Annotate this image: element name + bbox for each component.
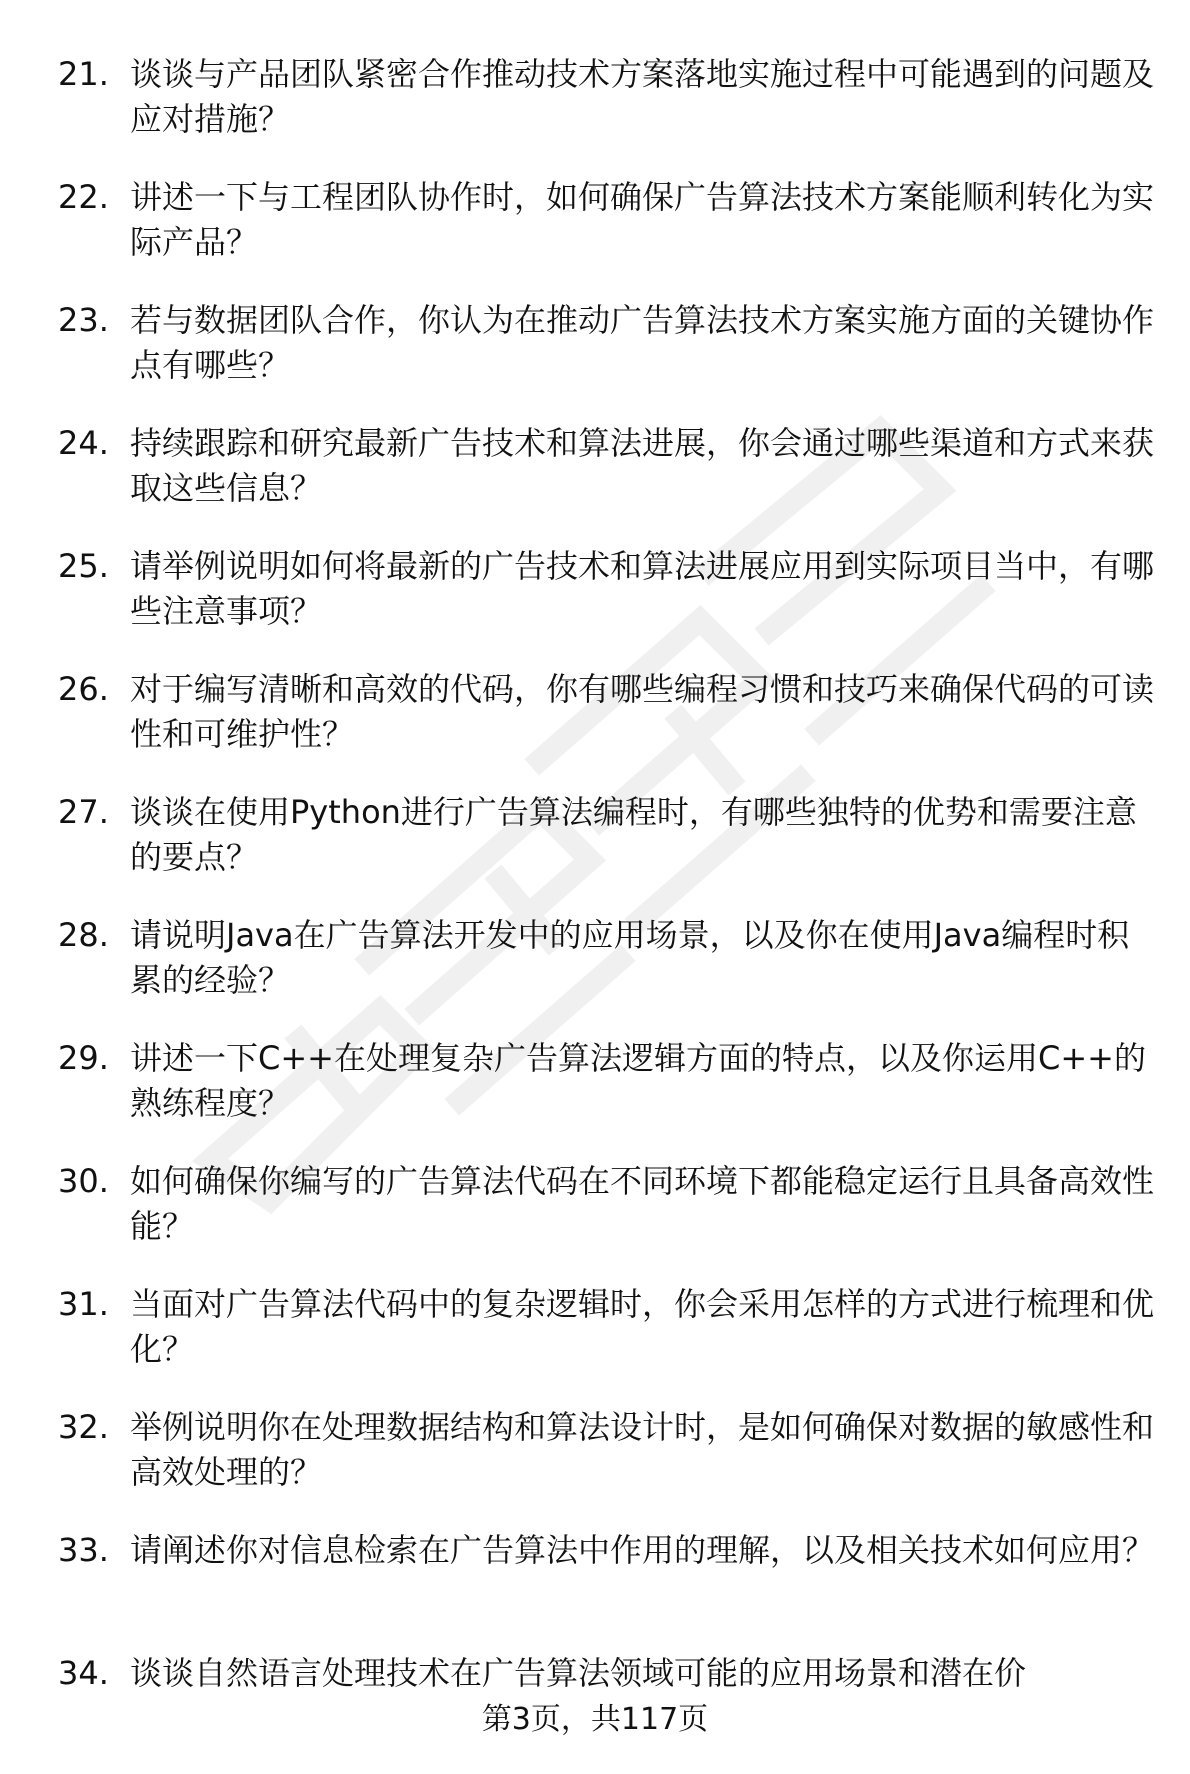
question-text: 请说明Java在广告算法开发中的应用场景，以及你在使用Java编程时积累的经验？ — [130, 916, 1130, 999]
question-text: 谈谈在使用Python进行广告算法编程时，有哪些独特的优势和需要注意的要点？ — [130, 793, 1137, 876]
question-number: 24. — [58, 424, 109, 462]
question-item — [58, 913, 1168, 1036]
question-text: 请阐述你对信息检索在广告算法中作用的理解，以及相关技术如何应用？ — [130, 1531, 1155, 1569]
question-number: 32. — [58, 1408, 109, 1446]
question-number: 31. — [58, 1285, 109, 1323]
question-text: 讲述一下与工程团队协作时，如何确保广告算法技术方案能顺利转化为实际产品？ — [130, 178, 1155, 261]
question-text: 举例说明你在处理数据结构和算法设计时，是如何确保对数据的敏感性和高效处理的？ — [130, 1408, 1155, 1491]
question-number: 21. — [58, 55, 109, 93]
question-number: 34. — [58, 1654, 109, 1692]
question-item — [58, 421, 1168, 544]
question-text: 谈谈自然语言处理技术在广告算法领域可能的应用场景和潜在价 — [130, 1654, 1027, 1692]
page-number-label: 第3页，共117页 — [481, 1702, 709, 1737]
question-item — [58, 790, 1168, 913]
question-item — [58, 1528, 1168, 1651]
question-text: 请举例说明如何将最新的广告技术和算法进展应用到实际项目当中，有哪些注意事项？ — [130, 547, 1155, 630]
question-number: 22. — [58, 178, 109, 216]
question-number: 27. — [58, 793, 109, 831]
page-footer — [0, 1700, 1190, 1740]
question-text: 谈谈与产品团队紧密合作推动技术方案落地实施过程中可能遇到的问题及应对措施？ — [130, 55, 1155, 138]
question-number: 29. — [58, 1039, 109, 1077]
question-number: 23. — [58, 301, 109, 339]
question-item — [58, 298, 1168, 421]
question-number: 33. — [58, 1531, 109, 1569]
question-number: 28. — [58, 916, 109, 954]
question-list — [58, 52, 1168, 1774]
question-text: 讲述一下C++在处理复杂广告算法逻辑方面的特点，以及你运用C++的熟练程度？ — [130, 1039, 1146, 1122]
question-text: 如何确保你编写的广告算法代码在不同环境下都能稳定运行且具备高效性能？ — [130, 1162, 1155, 1245]
question-item — [58, 667, 1168, 790]
question-item — [58, 1405, 1168, 1528]
question-item — [58, 1159, 1168, 1282]
question-item — [58, 52, 1168, 175]
question-item — [58, 544, 1168, 667]
question-text: 若与数据团队合作，你认为在推动广告算法技术方案实施方面的关键协作点有哪些？ — [130, 301, 1155, 384]
question-number: 25. — [58, 547, 109, 585]
question-number: 26. — [58, 670, 109, 708]
question-item — [58, 1282, 1168, 1405]
question-item — [58, 175, 1168, 298]
question-number: 30. — [58, 1162, 109, 1200]
question-text: 当面对广告算法代码中的复杂逻辑时，你会采用怎样的方式进行梳理和优化？ — [130, 1285, 1155, 1368]
question-text: 对于编写清晰和高效的代码，你有哪些编程习惯和技巧来确保代码的可读性和可维护性？ — [130, 670, 1155, 753]
question-item — [58, 1036, 1168, 1159]
question-text: 持续跟踪和研究最新广告技术和算法进展，你会通过哪些渠道和方式来获取这些信息？ — [130, 424, 1155, 507]
